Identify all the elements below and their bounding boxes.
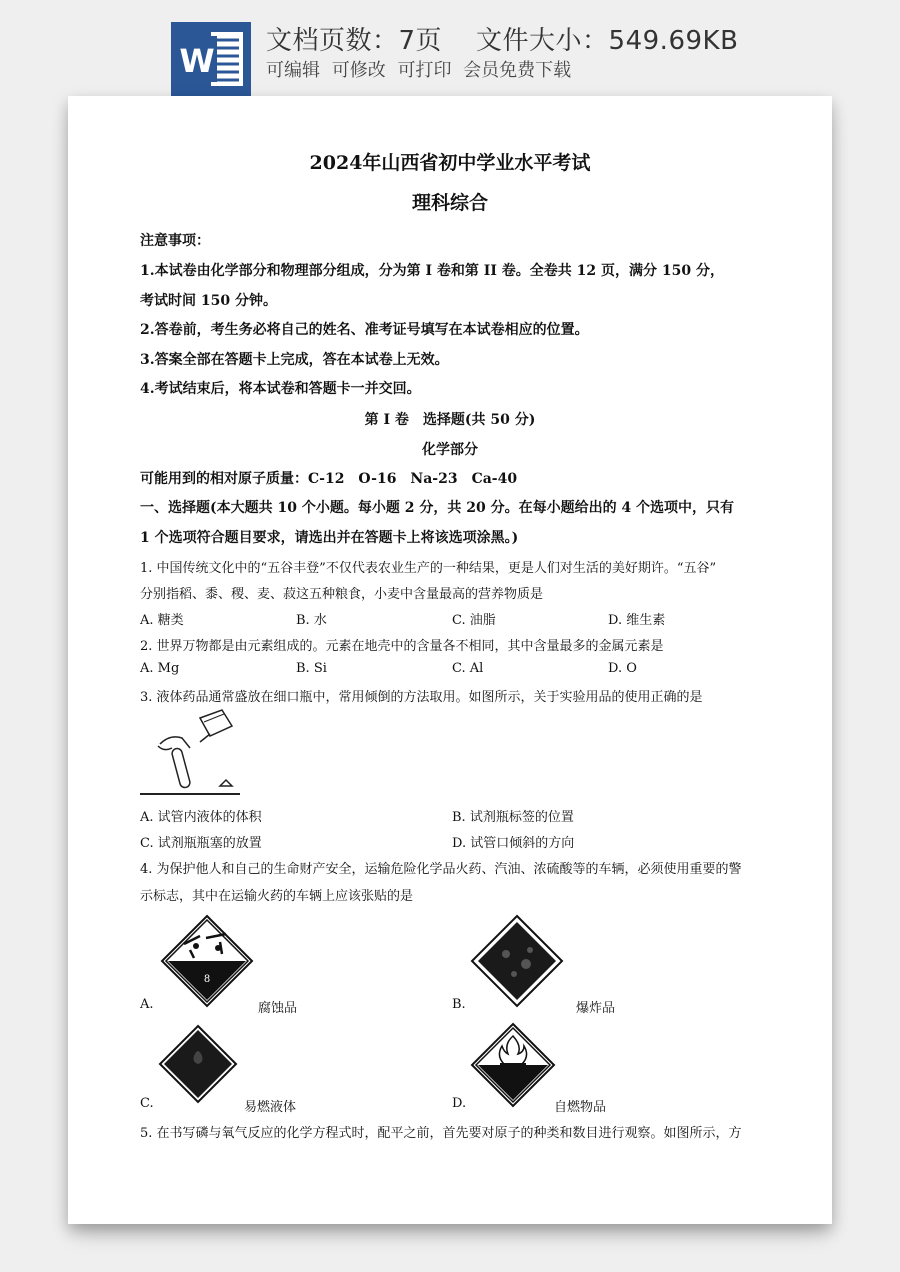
q2-option-b: B. Si — [296, 661, 327, 676]
svg-text:W: W — [179, 42, 215, 80]
q2-option-d: D. O — [608, 661, 637, 676]
q3-option-a: A. 试管内液体的体积 — [140, 810, 262, 825]
file-meta-line — [266, 20, 738, 57]
liquid-pouring-figure — [140, 708, 250, 798]
question-4-line-1: 4. 为保护他人和自己的生命财产安全，运输危险化学品火药、汽油、浓硫酸等的车辆，必须使用重要的警 — [140, 862, 742, 877]
question-1-line-2: 分别指稻、黍、稷、麦、菽这五种粮食，小麦中含量最高的营养物质是 — [140, 587, 544, 602]
q4-option-b-letter: B. — [452, 997, 466, 1012]
q2-option-c: C. Al — [452, 661, 484, 676]
q4-option-c-label: 易燃液体 — [244, 1100, 297, 1115]
question-1-line-1: 1. 中国传统文化中的“五谷丰登”不仅代表农业生产的一种结果，更是人们对生活的美好期许。“五谷” — [140, 561, 717, 576]
corrosive-sign-number: 8 — [203, 974, 211, 985]
notice-3: 3.答案全部在答题卡上完成，答在本试卷上无效。 — [140, 352, 449, 368]
q2-option-a: A. Mg — [140, 661, 180, 676]
q3-option-c: C. 试剂瓶瓶塞的放置 — [140, 836, 262, 851]
q4-option-d-letter: D. — [452, 1096, 467, 1111]
q1-option-d: D. 维生素 — [608, 613, 666, 628]
question-3: 3. 液体药品通常盛放在细口瓶中，常用倾倒的方法取用。如图所示，关于实验用品的使用正确的是 — [140, 690, 703, 705]
notice-2: 2.答卷前，考生务必将自己的姓名、准考证号填写在本试卷相应的位置。 — [140, 322, 589, 338]
instruction-line-2: 1 个选项符合题目要求，请选出并在答题卡上将该选项涂黑。) — [140, 530, 519, 546]
q1-option-c: C. 油脂 — [452, 613, 496, 628]
part-title: 化学部分 — [422, 442, 478, 458]
corrosive-sign-icon — [160, 914, 254, 1008]
q4-option-b-label: 爆炸品 — [576, 1001, 616, 1016]
question-2: 2. 世界万物都是由元素组成的。元素在地壳中的含量各不相同，其中含量最多的金属元素是 — [140, 639, 664, 654]
file-info-banner — [0, 0, 900, 96]
instruction-line-1: 一、选择题(本大题共 10 个小题。每小题 2 分，共 20 分。在每小题给出的 4 个选项中，只有 — [140, 500, 735, 516]
question-4-line-2: 示标志，其中在运输火药的车辆上应该张贴的是 — [140, 889, 414, 904]
atomic-mass-line: 可能用到的相对原子质量：C-12 O-16 Na-23 Ca-40 — [140, 471, 518, 487]
q1-option-a: A. 糖类 — [140, 613, 184, 628]
flammable-liquid-sign-icon — [158, 1024, 238, 1104]
q3-option-d: D. 试管口倾斜的方向 — [452, 836, 575, 851]
notice-1a: 1.本试卷由化学部分和物理部分组成，分为第 I 卷和第 II 卷。全卷共 12 页，满分 150 分， — [140, 263, 724, 279]
notice-heading: 注意事项： — [140, 233, 210, 249]
file-size: 文件大小：549.69KB — [476, 26, 739, 56]
explosive-sign-icon — [470, 914, 564, 1008]
spontaneous-combustion-sign-icon — [470, 1022, 556, 1108]
file-features: 可编辑 可修改 可打印 会员免费下载 — [266, 60, 572, 81]
q4-option-c-letter: C. — [140, 1096, 154, 1111]
q4-option-a-label: 腐蚀品 — [258, 1001, 298, 1016]
q1-option-b: B. 水 — [296, 613, 327, 628]
q4-option-d-label: 自燃物品 — [554, 1100, 607, 1115]
q4-option-a-letter: A. — [140, 997, 154, 1012]
exam-subtitle: 理科综合 — [411, 192, 488, 214]
document-page — [68, 96, 832, 1224]
page-count: 文档页数：7页 — [266, 26, 443, 56]
word-file-icon — [171, 22, 251, 96]
notice-4: 4.考试结束后，将本试卷和答题卡一并交回。 — [140, 381, 421, 397]
q3-option-b: B. 试剂瓶标签的位置 — [452, 810, 574, 825]
question-5: 5. 在书写磷与氧气反应的化学方程式时，配平之前，首先要对原子的种类和数目进行观察。如图所示，方 — [140, 1126, 742, 1141]
exam-title: 2024年山西省初中学业水平考试 — [309, 152, 591, 174]
section-title: 第 I 卷 选择题(共 50 分) — [364, 412, 536, 428]
notice-1b: 考试时间 150 分钟。 — [140, 293, 277, 309]
